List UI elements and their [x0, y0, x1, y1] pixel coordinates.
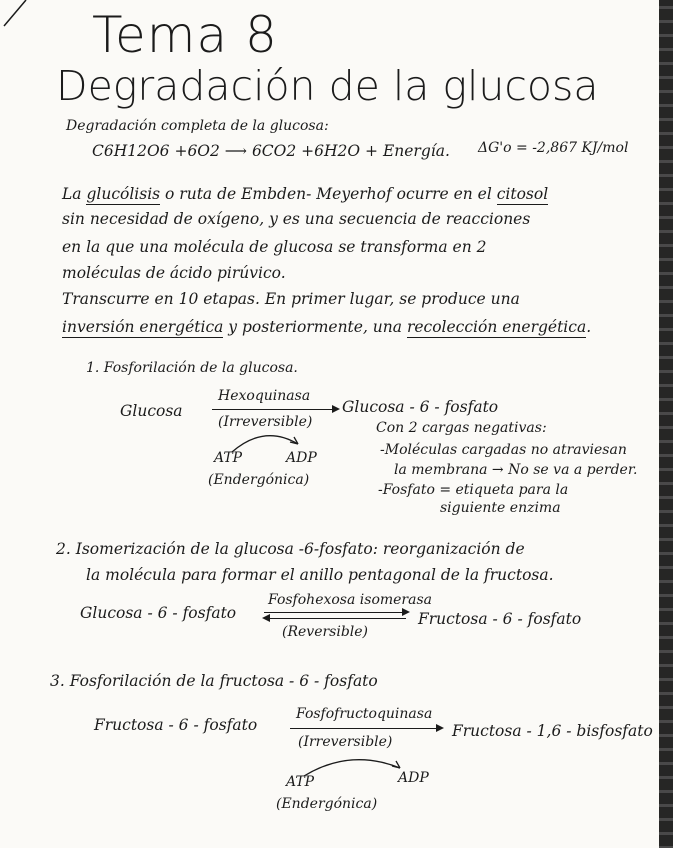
step2-product: Fructosa - 6 - fosfato	[418, 610, 582, 628]
step2-substrate: Glucosa - 6 - fosfato	[80, 604, 237, 622]
step1-note-4: -Fosfato = etiqueta para la	[378, 482, 569, 498]
para-line-6	[62, 318, 591, 336]
step1-energy: (Endergónica)	[208, 472, 310, 488]
step3-atp: ATP	[286, 774, 315, 790]
page-edge-shadow	[659, 0, 673, 848]
step2-arrow-head-forward	[402, 608, 410, 616]
text-ruta: o ruta de Embden- Meyerhof ocurre en el	[160, 185, 497, 203]
step1-note-2: -Moléculas cargadas no atraviesan	[380, 442, 627, 458]
step1-substrate: Glucosa	[120, 402, 183, 420]
text-period: .	[586, 318, 592, 336]
term-inversion: inversión energética	[62, 318, 224, 336]
text-posteriormente: y posteriormente, una	[223, 318, 407, 336]
step3-enzyme: Fosfofructoquinasa	[296, 706, 433, 722]
step2-arrow-forward	[264, 612, 404, 613]
delta-g-value: ΔG'o = -2,867 KJ/mol	[478, 140, 629, 156]
step2-enzyme: Fosfohexosa isomerasa	[268, 592, 433, 608]
para-line-4: moléculas de ácido pirúvico.	[62, 264, 286, 282]
step1-enzyme: Hexoquinasa	[218, 388, 311, 404]
para-line-5: Transcurre en 10 etapas. En primer lugar, se produce una	[62, 290, 520, 308]
title-degradacion: Degradación de la glucosa	[56, 62, 599, 110]
step1-curved-arrow	[226, 430, 306, 456]
step3-curved-arrow	[298, 754, 408, 780]
step1-note-5: siguiente enzima	[440, 500, 561, 516]
step3-arrow-head	[436, 724, 444, 732]
step2-arrow-back	[268, 618, 406, 619]
step1-arrow-line	[212, 409, 334, 410]
step1-heading: 1. Fosforilación de la glucosa.	[86, 360, 298, 376]
step2-heading-2: la molécula para formar el anillo pentagonal de la fructosa.	[86, 566, 554, 584]
para-line-3: en la que una molécula de glucosa se transforma en 2	[62, 238, 487, 256]
intro-label: Degradación completa de la glucosa:	[66, 118, 329, 134]
step3-adp: ADP	[398, 770, 429, 786]
term-recoleccion: recolección energética	[406, 318, 587, 336]
step1-product: Glucosa - 6 - fosfato	[342, 398, 499, 416]
term-glucolisis: glucólisis	[86, 185, 161, 203]
step2-condition: (Reversible)	[282, 624, 369, 640]
para-line-1	[62, 185, 548, 203]
glucose-equation: C6H12O6 +6O2 ⟶ 6CO2 +6H2O + Energía.	[92, 142, 450, 160]
step1-condition: (Irreversible)	[218, 414, 313, 430]
step1-note-1: Con 2 cargas negativas:	[376, 420, 547, 436]
step1-adp: ADP	[286, 450, 317, 466]
corner-pen-mark	[0, 0, 40, 40]
step2-heading: 2. Isomerización de la glucosa -6-fosfato: reorganización de	[56, 540, 525, 558]
term-citosol: citosol	[496, 185, 549, 203]
text-la: La	[62, 185, 87, 203]
para-line-2: sin necesidad de oxígeno, y es una secuencia de reacciones	[62, 210, 531, 228]
step3-condition: (Irreversible)	[298, 734, 393, 750]
step3-energy: (Endergónica)	[276, 796, 378, 812]
step3-product: Fructosa - 1,6 - bisfosfato	[452, 722, 653, 740]
step3-arrow-line	[290, 728, 438, 729]
step1-atp: ATP	[214, 450, 243, 466]
title-tema: Tema 8	[92, 6, 278, 64]
step3-heading: 3. Fosforilación de la fructosa - 6 - fosfato	[50, 672, 378, 690]
step2-arrow-head-back	[262, 614, 270, 622]
step3-substrate: Fructosa - 6 - fosfato	[94, 716, 258, 734]
step1-note-3: la membrana → No se va a perder.	[394, 462, 638, 478]
step1-arrow-head	[332, 405, 340, 413]
